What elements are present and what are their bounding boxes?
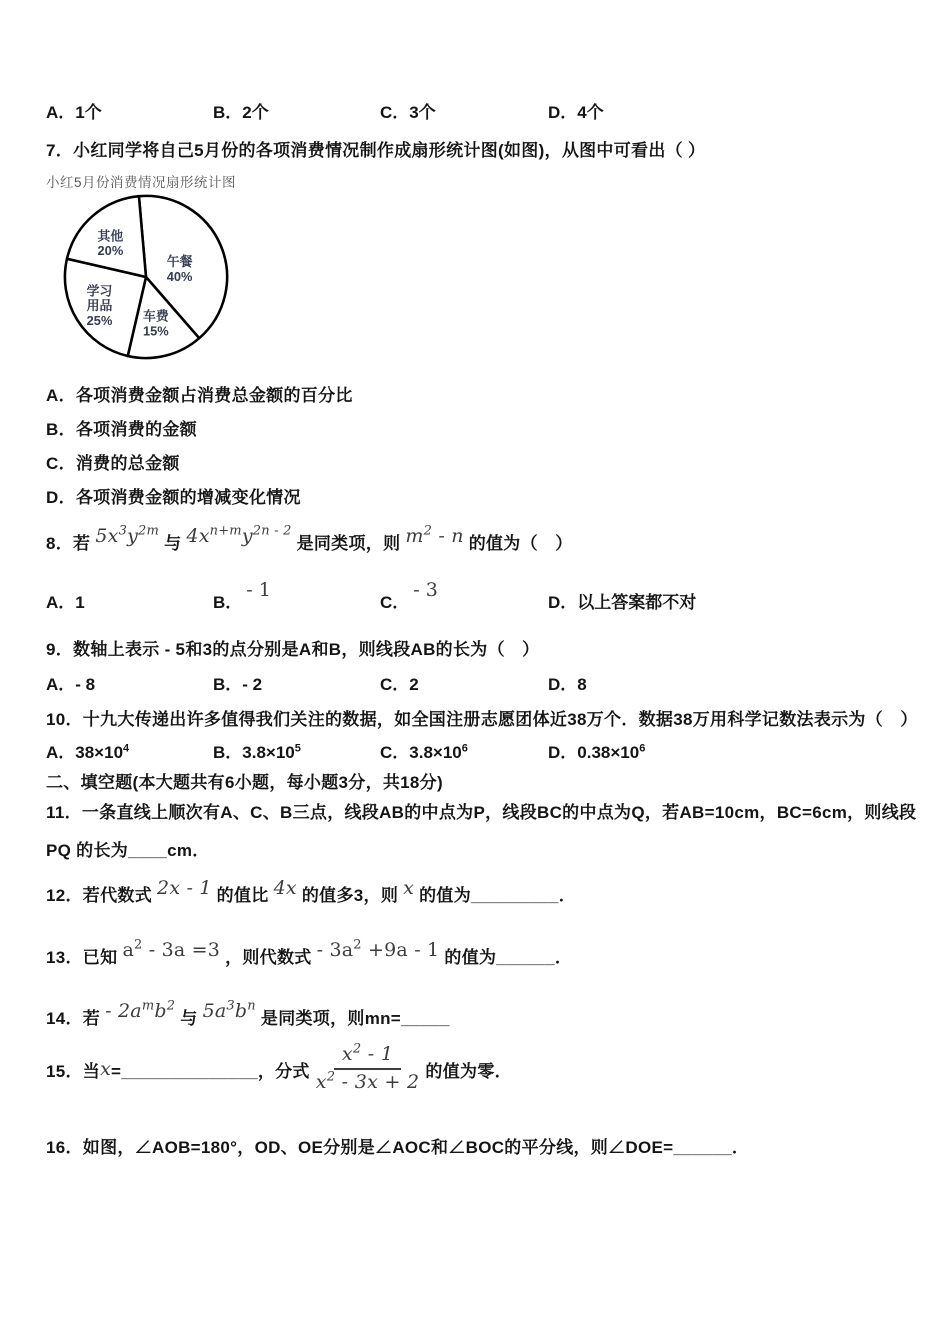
math-formula-q8-2: $4x^{n+m}y^{2n - 2}$ [186,523,292,547]
q6-option-c: C．3个 [380,103,436,122]
section-2-header: 二、填空题(本大题共有6小题，每小题3分，共18分) [46,773,443,792]
q7-option-b: B．各项消费的金额 [46,420,197,439]
pie-slice-label: 其他 20% [97,228,124,259]
math-formula-q12-3: x [403,877,415,899]
math-formula-q13-2: - $3a^2 +9a - 1$ [316,937,440,961]
q8-stem-text-2: 与 [164,534,182,553]
pie-slice-label: 车费 15% [143,308,169,339]
q8-option-b [213,579,271,613]
q10-option-a-exp: 4 [123,742,130,755]
q9-option-d: D．8 [548,675,587,694]
question-9-options-row [0,670,950,696]
q8-option-a [46,588,85,613]
q8-stem-text-3: 是同类项，则 [296,534,401,553]
q10-option-a [46,738,129,763]
q8-stem-text-4: 的值为（ ） [468,534,573,553]
q14-stem-text-2: 与 [180,1009,198,1028]
math-fraction [315,1041,420,1094]
q10-option-b [213,738,301,763]
q10-option-c [380,738,468,763]
q14-stem-text-3: 是同类项，则mn=_____ [260,1009,450,1028]
question-10-stem: 10．十九大传递出许多值得我们关注的数据，如全国注册志愿团体近38万个．数据38万用科学记数法表示为（ ） [46,710,918,729]
q8-option-a-label: A．1 [46,593,85,612]
q9-option-a: A．- 8 [46,675,96,694]
question-10-options-row [0,738,950,764]
q9-option-c: C．2 [380,675,419,694]
q15-stem-text-1: 15．当 [46,1061,101,1081]
pie-chart-svg [57,188,235,366]
question-7-stem: 7．小红同学将自己5月份的各项消费情况制作成扇形统计图(如图)，从图中可看出（ ） [46,141,706,160]
q6-option-a: A．1个 [46,103,102,122]
q8-option-b-value: - 1 [246,579,271,601]
question-14-stem [46,1000,450,1029]
question-16-stem: 16．如图，∠AOB=180°，OD、OE分别是∠AOC和∠BOC的平分线，则∠DOE=______． [46,1138,750,1157]
math-formula-q8-1: $5x^3y^{2m}$ [95,523,160,547]
q8-option-b-label: B． [213,593,243,612]
pie-slice-label: 午餐 40% [166,254,193,284]
q8-option-c [380,579,438,613]
question-11-line2: PQ 的长为____cm． [46,841,210,860]
q8-option-d-label: D．以上答案都不对 [548,593,697,612]
pie-chart [57,188,235,366]
q10-option-d-exp: 6 [639,742,646,755]
pie-slice-label: 学习用品 25% [86,283,113,328]
q8-option-c-label: C． [380,593,410,612]
q12-stem-text-2: 的值比 [216,886,269,905]
question-9-stem: 9．数轴上表示 - 5和3的点分别是A和B，则线段AB的长为（ ） [46,640,540,659]
q12-stem-text-1: 12．若代数式 [46,886,153,905]
question-6-options-row [0,98,950,124]
question-8-options-row [0,579,950,614]
pie-chart-title: 小红5月份消费情况扇形统计图 [46,175,237,190]
q10-option-d [548,738,645,763]
math-formula-q13-1: $a^2 - 3a =3$ [122,937,221,961]
q7-option-a: A．各项消费金额占消费总金额的百分比 [46,386,353,405]
question-8-stem [46,525,573,554]
q10-option-c-exp: 6 [461,742,468,755]
q10-option-b-exp: 5 [294,742,301,755]
q8-option-d [548,588,696,613]
q10-option-c-base: C．3.8×10 [380,743,462,762]
math-formula-q15-x: x [100,1058,112,1080]
q10-option-b-base: B．3.8×10 [213,743,295,762]
q8-option-c-value: - 3 [413,579,438,601]
q15-stem-text-3: 分式 [275,1061,310,1081]
question-15-stem [46,1040,512,1098]
fraction-numerator: $x^2 - 1$ [334,1044,401,1070]
q7-option-d: D．各项消费金额的增减变化情况 [46,488,301,507]
q14-stem-text-1: 14．若 [46,1009,101,1028]
q10-option-a-base: A．38×10 [46,743,124,762]
q9-option-b: B．- 2 [213,675,263,694]
fraction-denominator: $x^2 - 3x + 2$ [315,1069,420,1093]
q15-stem-text-4: 的值为零． [425,1061,512,1081]
q12-stem-text-4: 的值为_________． [419,886,577,905]
question-12-stem [46,877,576,906]
question-13-stem [46,939,572,968]
q7-option-c: C．消费的总金额 [46,454,180,473]
q12-stem-text-3: 的值多3，则 [301,886,399,905]
q15-stem-text-2: =______________， [111,1061,276,1081]
question-11-line1: 11．一条直线上顺次有A、C、B三点，线段AB的中点为P，线段BC的中点为Q，若AB=10cm，BC=6cm，则线段 [46,803,917,822]
q13-stem-text-1: 13．已知 [46,948,118,967]
math-formula-q14-1: - $2a^mb^2$ [105,998,176,1022]
q13-stem-text-3: 的值为______． [444,948,573,967]
q13-stem-text-2: ，则代数式 [225,948,312,967]
q8-stem-text-1: 8．若 [46,534,91,553]
math-formula-q12-2: 4x [273,877,297,899]
math-formula-q14-2: $5a^3b^n$ [202,998,256,1022]
math-formula-q8-3: $m^2$ - n [405,523,464,547]
math-formula-q12-1: 2x - 1 [157,877,212,899]
q6-option-b: B．2个 [213,103,269,122]
q10-option-d-base: D．0.38×10 [548,743,640,762]
q6-option-d: D．4个 [548,103,604,122]
